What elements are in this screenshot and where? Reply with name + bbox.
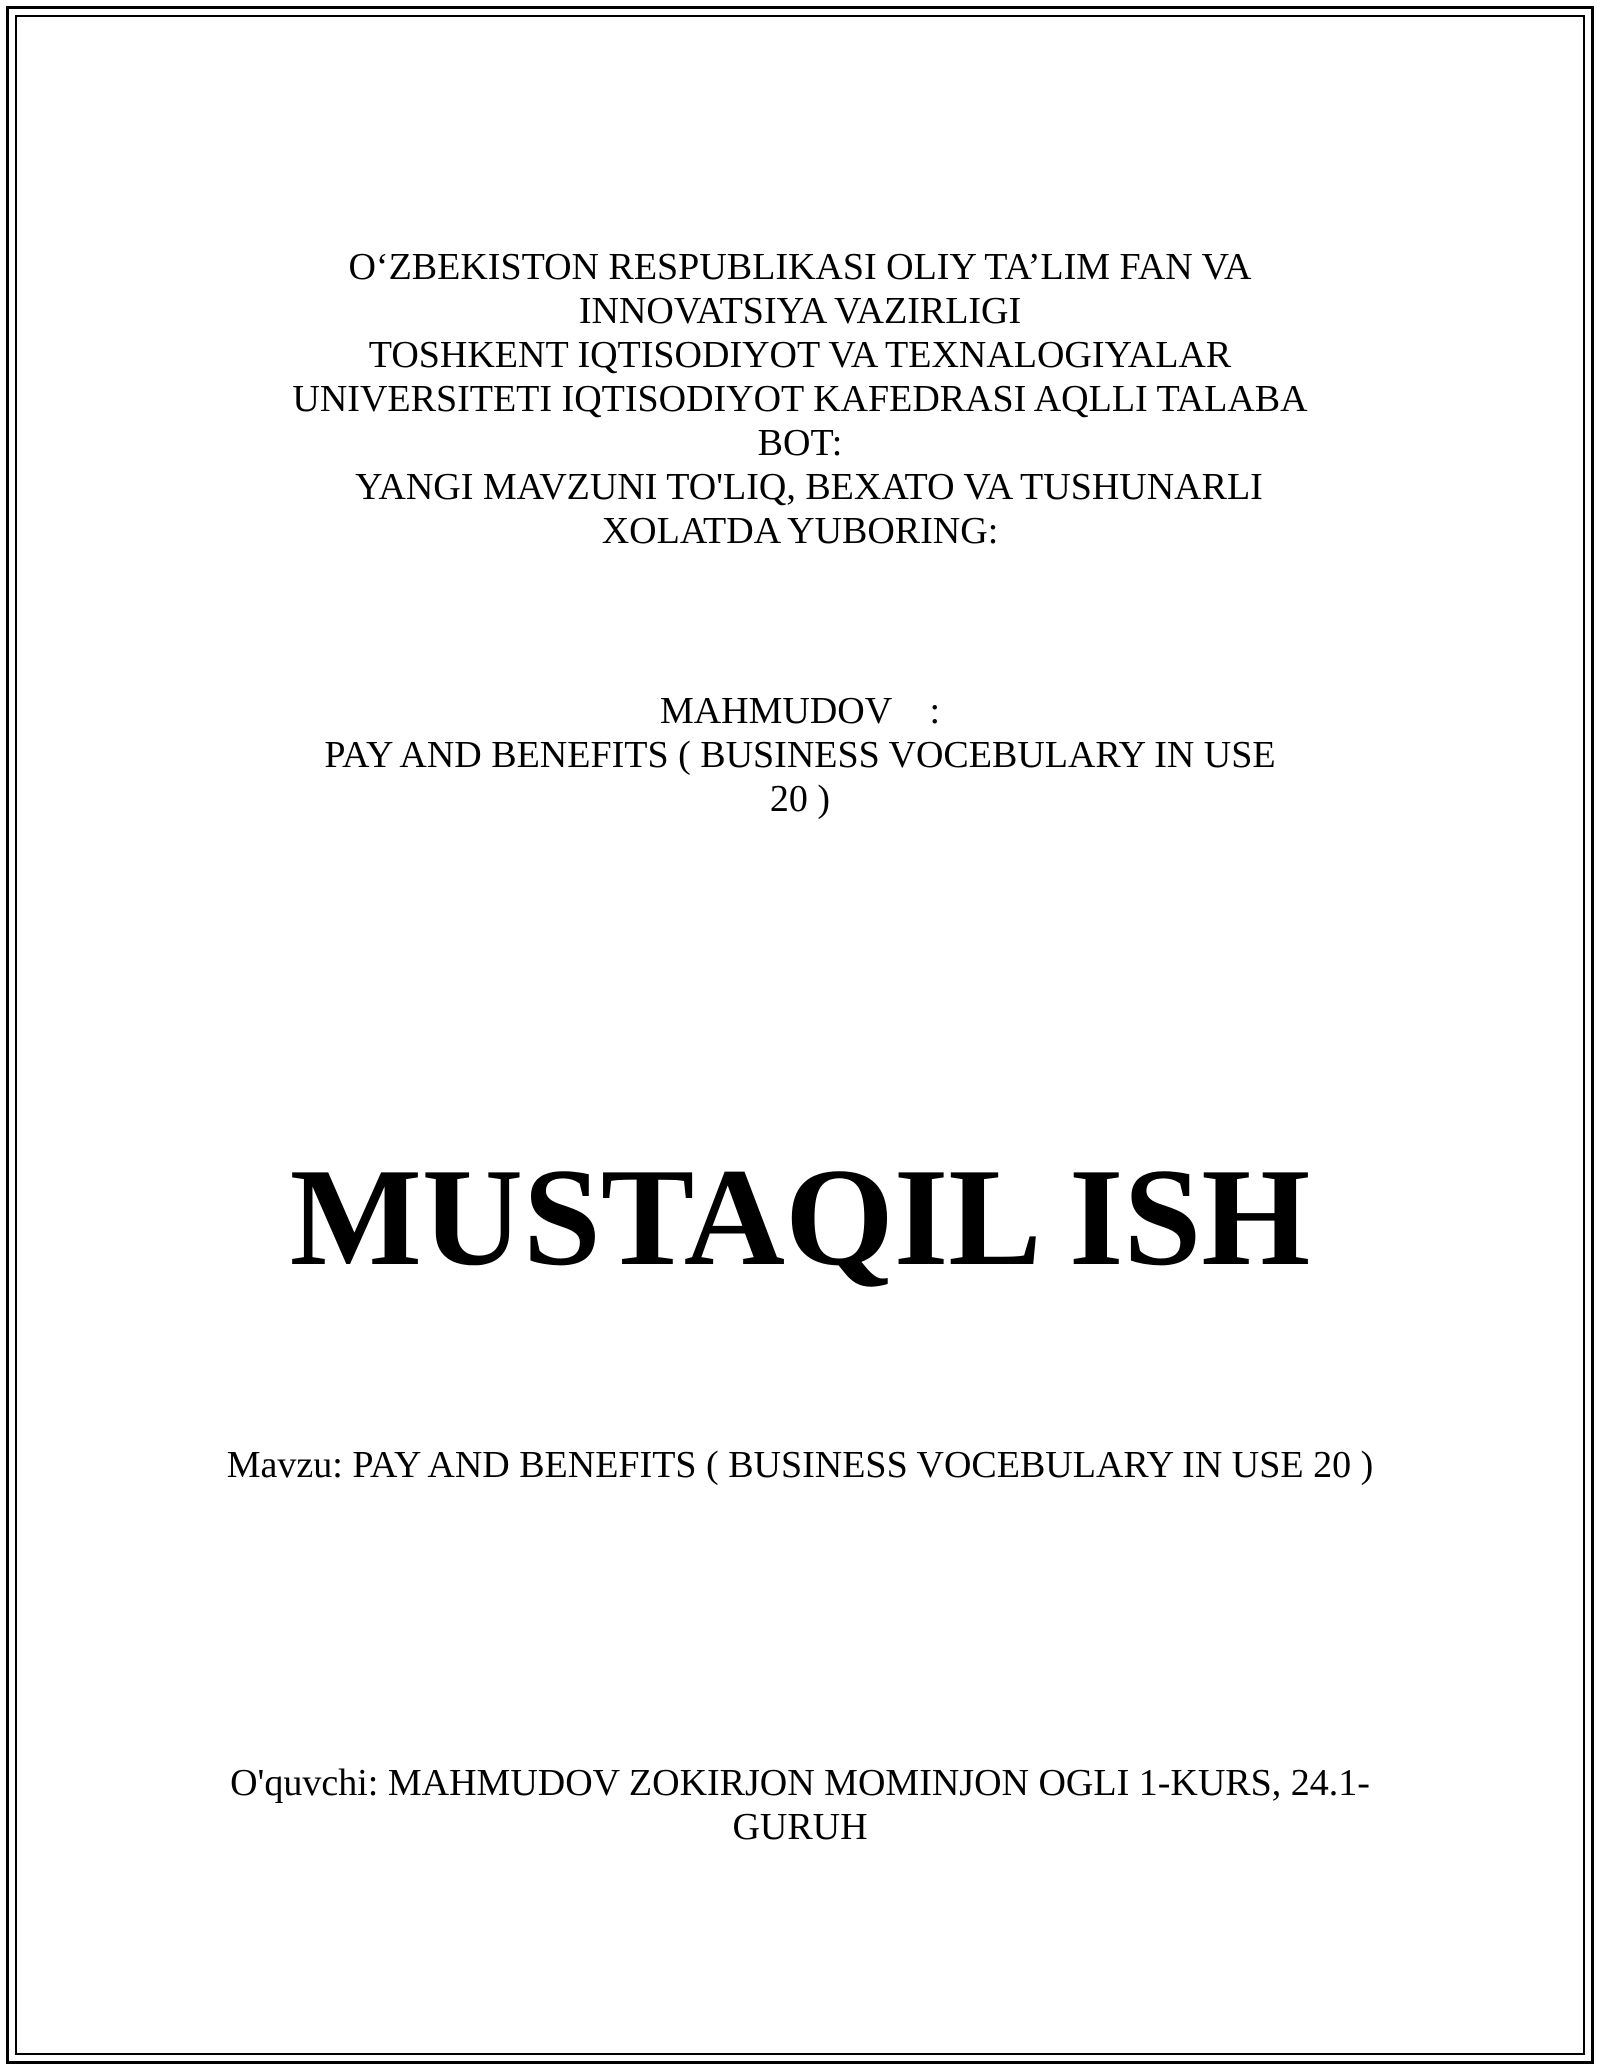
- header-line: XOLATDA YUBORING:: [601, 510, 999, 552]
- header-line: UNIVERSITETI IQTISODIYOT KAFEDRASI AQLLI TALABA: [292, 378, 1308, 420]
- subject-line: Mavzu: PAY AND BENEFITS ( BUSINESS VOCEBULARY IN USE 20 ): [226, 1444, 1374, 1486]
- student-line: O'quvchi: MAHMUDOV ZOKIRJON MOMINJON OGLI 1-KURS, 24.1-: [230, 1762, 1370, 1804]
- author-line: MAHMUDOV :: [659, 690, 941, 732]
- topic-line: PAY AND BENEFITS ( BUSINESS VOCEBULARY IN USE: [324, 734, 1276, 776]
- student-line: GURUH: [732, 1806, 868, 1848]
- header-line: TOSHKENT IQTISODIYOT VA TEXNALOGIYALAR: [368, 334, 1232, 376]
- topic-line: 20 ): [769, 778, 831, 820]
- header-line: BOT:: [757, 422, 843, 464]
- header-line: YANGI MAVZUNI TO'LIQ, BEXATO VA TUSHUNARLI: [355, 466, 1263, 508]
- header-line: O‘ZBEKISTON RESPUBLIKASI OLIY TA’LIM FAN VA: [348, 246, 1252, 288]
- author-topic-block: [220, 689, 1380, 821]
- header-line: INNOVATSIYA VAZIRLIGI: [578, 290, 1022, 332]
- document-title: MUSTAQIL ISH: [289, 1140, 1311, 1295]
- student-block: [220, 1761, 1380, 1849]
- ministry-header: [220, 245, 1380, 553]
- subject-block: [220, 1443, 1380, 1487]
